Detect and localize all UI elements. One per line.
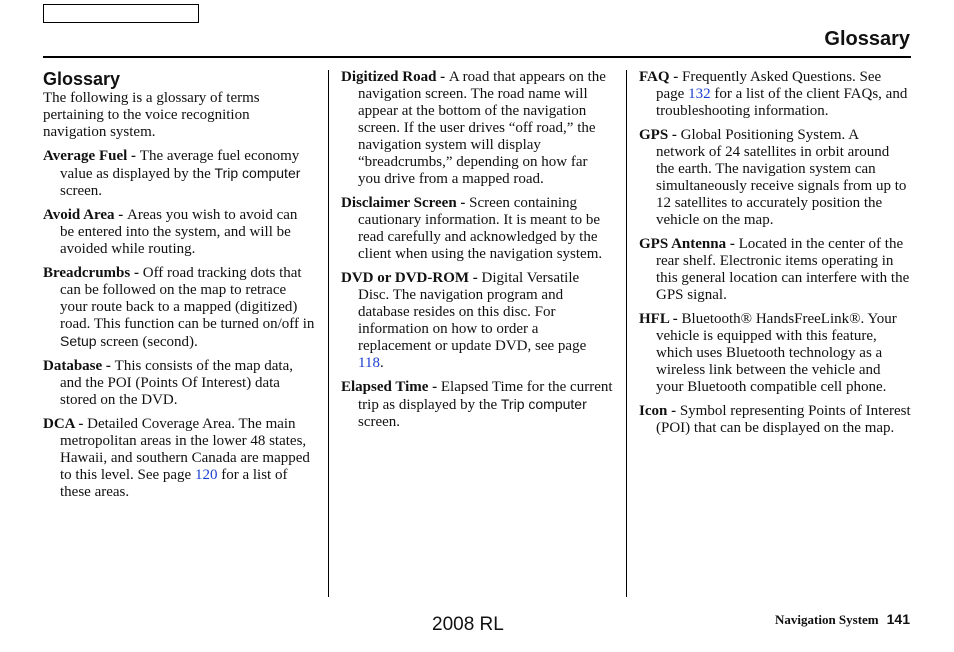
glossary-entry-dvd: [341, 270, 613, 372]
glossary-entry-faq: [639, 69, 911, 120]
header-tab-box: [43, 4, 199, 23]
entry-term: DCA -: [43, 416, 88, 432]
entry-text: screen.: [60, 183, 103, 199]
entry-text: Elapsed Time for the current trip as displayed by the: [358, 379, 613, 413]
entry-text: screen (second).: [96, 334, 198, 350]
page-link-132[interactable]: 132: [688, 86, 711, 102]
entry-term: Icon -: [639, 403, 680, 419]
entry-term: FAQ -: [639, 69, 683, 85]
entry-text: Located in the center of the rear shelf. Electronic items operating in this general location can interfere with the GPS signal.: [656, 236, 910, 303]
column-3: [639, 69, 911, 444]
entry-text: This consists of the map data, and the POI (Points Of Interest) data stored on the DVD.: [60, 358, 293, 408]
entry-term: Database -: [43, 358, 115, 374]
column-1: [43, 69, 315, 508]
entry-term: HFL -: [639, 311, 682, 327]
entry-term: Breadcrumbs -: [43, 265, 143, 281]
footer-model: 2008 RL: [432, 614, 504, 635]
entry-term: GPS Antenna -: [639, 236, 739, 252]
glossary-entry-elapsed-time: [341, 379, 613, 431]
entry-text: A road that appears on the navigation screen. The road name will appear at the bottom of the navigation screen. If the user drives “off road,” the navigation system will display “breadcrumbs,” depending on how far you drive from a mapped road.: [358, 69, 606, 187]
glossary-entry-dca: [43, 416, 315, 501]
entry-text: Screen containing cautionary information. It is meant to be read carefully and acknowledged by the client when using the navigation system.: [358, 195, 603, 262]
glossary-entry-average-fuel: [43, 148, 315, 200]
entry-term: DVD or DVD-ROM -: [341, 270, 482, 286]
entry-text: Off road tracking dots that can be followed on the map to retrace your route back to a mapped (digitized) road. This function can be turned on/off in: [60, 265, 315, 332]
section-heading: Glossary: [43, 69, 121, 89]
entry-screen-name: Setup: [60, 333, 97, 349]
glossary-entry-gps: [639, 127, 911, 229]
entry-term: Average Fuel -: [43, 148, 140, 164]
entry-term: Digitized Road -: [341, 69, 449, 85]
column-divider-2: [626, 70, 627, 597]
entry-screen-name: Trip computer: [500, 396, 587, 412]
glossary-entry-gps-antenna: [639, 236, 911, 304]
entry-text: screen.: [358, 414, 401, 430]
page-link-120[interactable]: 120: [194, 467, 218, 483]
entry-text: Global Positioning System. A network of 24 satellites in orbit around the earth. The navigation system can simultaneously receive signals from up to 12 satellites to accurately position the vehicle on the map.: [656, 127, 907, 228]
column-divider-1: [328, 70, 329, 597]
entry-text: Bluetooth® HandsFreeLink®. Your vehicle is equipped with this feature, which uses Bluetooth technology as a wireless link between the vehicle and your Bluetooth compatible cell phone.: [656, 311, 897, 395]
footer-section: Navigation System: [775, 612, 879, 627]
intro-text: The following is a glossary of terms pertaining to the voice recognition navigation system.: [43, 90, 260, 140]
glossary-entry-avoid-area: [43, 207, 315, 258]
entry-text: for a list of the client FAQs, and troubleshooting information.: [656, 86, 908, 119]
entry-text: The average fuel economy value as displayed by the: [60, 148, 300, 182]
header-rule: [43, 56, 911, 58]
entry-screen-name: Trip computer: [214, 165, 301, 181]
glossary-entry-disclaimer-screen: [341, 195, 613, 263]
entry-term: Disclaimer Screen -: [341, 195, 470, 211]
column-2: [341, 69, 613, 438]
entry-text: Frequently Asked Questions. See page: [656, 69, 882, 102]
page-number: 141: [886, 611, 910, 627]
entry-text: Detailed Coverage Area. The main metropolitan areas in the lower 48 states, Hawaii, and southern Canada are mapped to this level. See page: [60, 416, 310, 483]
footer-section-label: [775, 611, 910, 628]
glossary-entry-hfl: [639, 311, 911, 396]
page-title: Glossary: [824, 28, 910, 50]
entry-term: Elapsed Time -: [341, 379, 441, 395]
entry-text: Digital Versatile Disc. The navigation program and database resides on this disc. For information on how to order a replacement or update DVD, see page: [358, 270, 587, 354]
glossary-entry-digitized-road: [341, 69, 613, 188]
glossary-entry-database: [43, 358, 315, 409]
entry-term: GPS -: [639, 127, 681, 143]
entry-term: Avoid Area -: [43, 207, 128, 223]
entry-text: Areas you wish to avoid can be entered into the system, and will be avoided while routing.: [60, 207, 298, 257]
glossary-entry-icon: [639, 403, 911, 437]
page-link-118[interactable]: 118: [358, 355, 380, 371]
entry-text: Symbol representing Points of Interest (POI) that can be displayed on the map.: [656, 403, 911, 436]
entry-text: for a list of these areas.: [60, 467, 288, 500]
glossary-entry-breadcrumbs: [43, 265, 315, 351]
entry-text: .: [379, 355, 384, 371]
